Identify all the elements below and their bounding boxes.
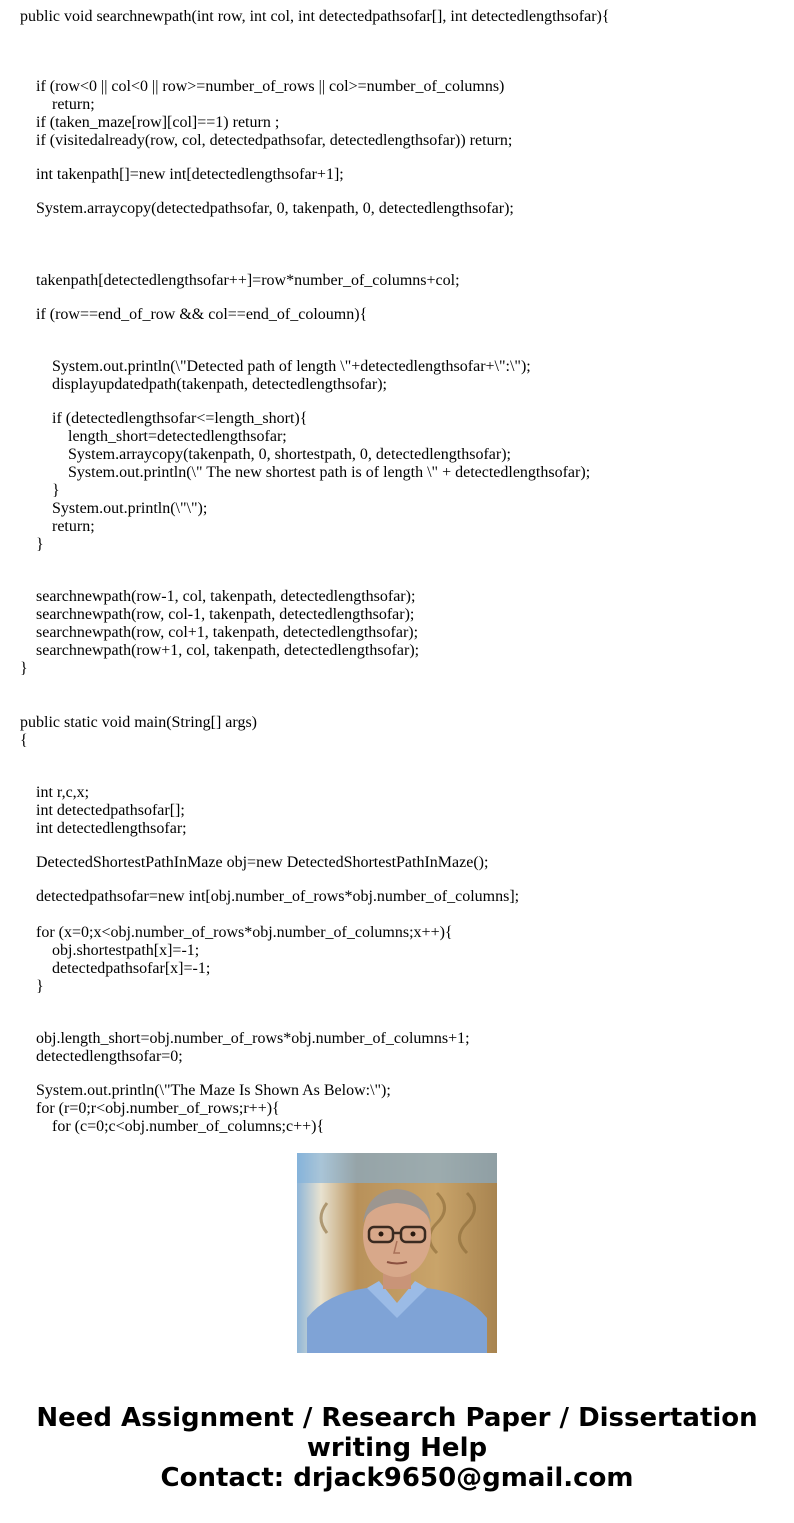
- code-line: for (c=0;c<obj.number_of_columns;c++){: [52, 1118, 325, 1135]
- code-line: return;: [52, 96, 95, 113]
- code-line: {: [20, 732, 28, 749]
- code-line: detectedlengthsofar=0;: [36, 1048, 183, 1065]
- avatar-photo-icon: [297, 1153, 497, 1353]
- code-line: System.out.println(\"\");: [52, 500, 208, 517]
- code-line: int takenpath[]=new int[detectedlengthsofar+1];: [36, 166, 344, 183]
- code-line: }: [20, 660, 28, 677]
- code-line: takenpath[detectedlengthsofar++]=row*number_of_columns+col;: [36, 272, 460, 289]
- code-line: System.out.println(\"The Maze Is Shown As Below:\");: [36, 1082, 391, 1099]
- code-line: for (r=0;r<obj.number_of_rows;r++){: [36, 1100, 280, 1117]
- code-line: System.out.println(\" The new shortest path is of length \" + detectedlengthsofar);: [68, 464, 591, 481]
- code-line: obj.length_short=obj.number_of_rows*obj.number_of_columns+1;: [36, 1030, 470, 1047]
- code-line: public static void main(String[] args): [20, 714, 257, 731]
- code-line: System.arraycopy(detectedpathsofar, 0, takenpath, 0, detectedlengthsofar);: [36, 200, 514, 217]
- code-line: public void searchnewpath(int row, int col, int detectedpathsofar[], int detectedlengthsofar){: [20, 8, 610, 25]
- code-line: return;: [52, 518, 95, 535]
- code-line: int detectedpathsofar[];: [36, 802, 185, 819]
- code-line: int detectedlengthsofar;: [36, 820, 187, 837]
- promo-line: writing Help: [306, 1433, 488, 1463]
- author-avatar: [297, 1153, 497, 1353]
- code-line: if (taken_maze[row][col]==1) return ;: [36, 114, 280, 131]
- code-line: if (row<0 || col<0 || row>=number_of_rows || col>=number_of_columns): [36, 78, 505, 95]
- code-line: for (x=0;x<obj.number_of_rows*obj.number_of_columns;x++){: [36, 924, 453, 941]
- promo-contact: Contact: drjack9650@gmail.com: [160, 1463, 634, 1493]
- code-line: if (detectedlengthsofar<=length_short){: [52, 410, 308, 427]
- code-line: searchnewpath(row, col+1, takenpath, detectedlengthsofar);: [36, 624, 419, 641]
- code-line: detectedpathsofar=new int[obj.number_of_rows*obj.number_of_columns];: [36, 888, 520, 905]
- code-line: }: [52, 482, 60, 499]
- code-line: }: [36, 978, 44, 995]
- code-line: obj.shortestpath[x]=-1;: [52, 942, 200, 959]
- code-line: DetectedShortestPathInMaze obj=new DetectedShortestPathInMaze();: [36, 854, 489, 871]
- code-line: detectedpathsofar[x]=-1;: [52, 960, 211, 977]
- code-line: displayupdatedpath(takenpath, detectedlengthsofar);: [52, 376, 387, 393]
- code-listing: [20, 5, 790, 1135]
- code-line: int r,c,x;: [36, 784, 90, 801]
- code-line: if (row==end_of_row && col==end_of_coloumn){: [36, 306, 368, 323]
- code-line: searchnewpath(row+1, col, takenpath, detectedlengthsofar);: [36, 642, 420, 659]
- code-line: searchnewpath(row-1, col, takenpath, detectedlengthsofar);: [36, 588, 416, 605]
- code-line: searchnewpath(row, col-1, takenpath, detectedlengthsofar);: [36, 606, 415, 623]
- code-line: System.out.println(\"Detected path of length \"+detectedlengthsofar+\":\");: [52, 358, 531, 375]
- code-line: System.arraycopy(takenpath, 0, shortestpath, 0, detectedlengthsofar);: [68, 446, 511, 463]
- code-line: if (visitedalready(row, col, detectedpathsofar, detectedlengthsofar)) return;: [36, 132, 513, 149]
- code-line: length_short=detectedlengthsofar;: [68, 428, 287, 445]
- code-line: }: [36, 536, 44, 553]
- promo-banner: [0, 1403, 794, 1493]
- promo-line: Need Assignment / Research Paper / Dissertation: [36, 1403, 758, 1433]
